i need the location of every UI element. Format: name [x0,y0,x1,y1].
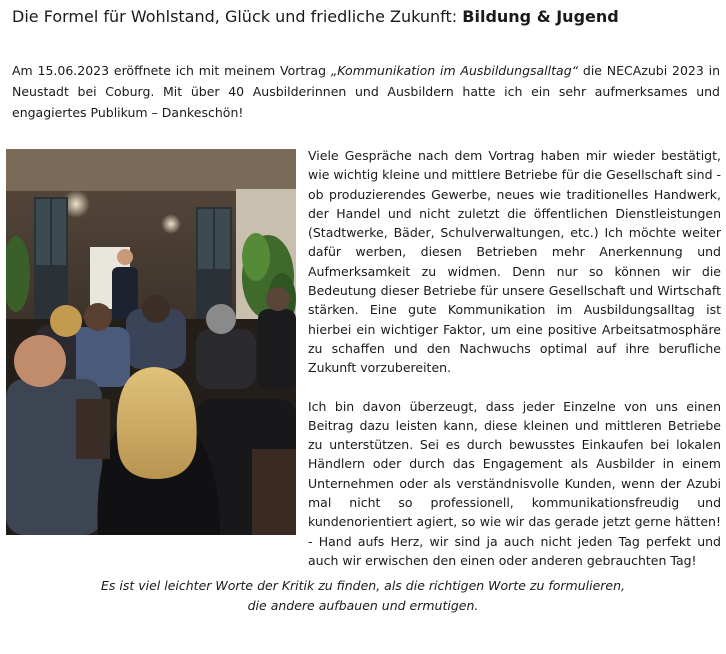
closing-quote [0,576,726,616]
intro-text-end: die NECAzubi 2023 in Neustadt bei Coburg. Mit über 40 Ausbilderinnen und Ausbildern hatte ich ein sehr aufmerksames und engagiertes Publikum – Dankeschön! [12,63,720,120]
title-prefix: Die Formel für Wohlstand, Glück und friedliche Zukunft: [12,7,463,26]
talk-title: „Kommunikation im Ausbildungsalltag“ [330,63,579,78]
body-paragraph-2: Ich bin davon überzeugt, dass jeder Einzelne von uns einen Beitrag dazu leisten kann, diese kleinen und mittleren Betriebe zu unterstützen. Sei es durch bewusstes Einkaufen bei lokalen Händlern oder durch das Engagement als Ausbilder in einem Unternehmen oder als verständnisvolle Kunden, wenn der Azubi mal nicht so professionell, kommunikationsfreudig und kundenorientiert agiert, so wie wir das gerade jetzt gerne hätten! - Hand aufs Herz, wir sind ja auch nicht jeden Tag perfekt und auch wir erwischen den einen oder anderen gebrauchten Tag! [308,398,721,568]
intro-text-start: Am 15.06.2023 eröffnete ich mit meinem Vortrag [12,63,331,78]
event-photo [6,149,296,535]
quote-line-1: Es ist viel leichter Worte der Kritik zu finden, als die richtigen Worte zu formulieren, [101,578,625,593]
body-paragraph-1: Viele Gespräche nach dem Vortrag haben mir wieder bestätigt, wie wichtig kleine und mittlere Betriebe für die Gesellschaft sind - ob produzierendes Gewerbe, neues wie traditionelles Handwerk, der Handel und nicht zuletzt die öffentlichen Dienstleistungen (Stadtwerke, Bäder, Schulverwaltungen, etc.) Ich möchte weiter dafür werben, diesen Betrieben mehr Anerkennung und Aufmerksamkeit zu widmen. Denn nur so können wir die Bedeutung dieser Betriebe für unsere Gesellschaft und Wirtschaft stärken. Eine gute Kommunikation im Ausbildungsalltag ist hierbei ein wichtiger Faktor, um eine positive Arbeitsatmosphäre zu schaffen und den Nachwuchs optimal auf ihre berufliche Zukunft vorzubereiten. [308,148,721,376]
title-bold: Bildung & Jugend [462,7,619,26]
intro-paragraph [12,60,720,123]
page-title [12,7,716,27]
body-text [308,146,721,570]
quote-line-2: die andere aufbauen und ermutigen. [247,598,479,613]
